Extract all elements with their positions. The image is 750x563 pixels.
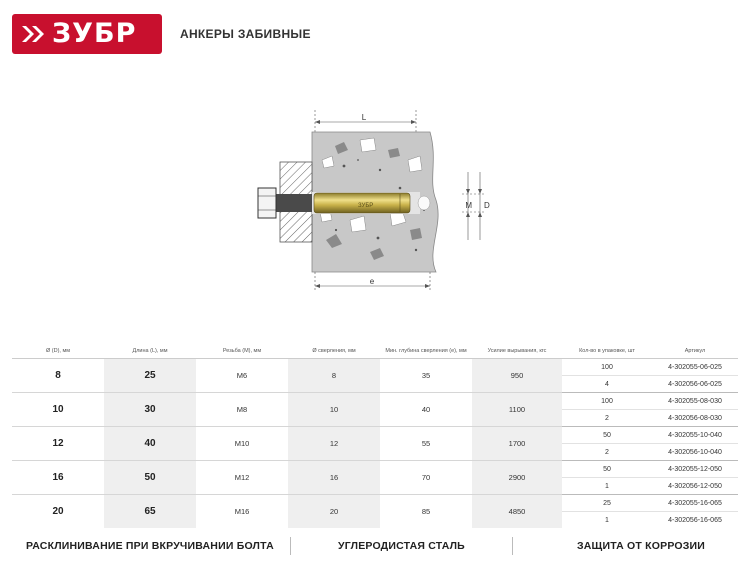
cell-article: 4-302056-08-030 [652,410,738,427]
cell-d: 16 [12,461,104,495]
brand-name: ЗУБР [52,18,137,49]
spec-table-header [12,344,738,359]
feature-steel: УГЛЕРОДИСТАЯ СТАЛЬ [338,540,465,552]
cell-drill: 10 [288,393,380,427]
cell-d: 10 [12,393,104,427]
cell-qty: 1 [562,478,652,495]
col-header-qty: Кол-во в упаковке, шт [562,344,652,359]
cell-l: 30 [104,393,196,427]
cell-d: 12 [12,427,104,461]
cell-qty: 50 [562,427,652,444]
cell-d: 20 [12,495,104,529]
cell-qty: 4 [562,376,652,393]
cell-force: 1100 [472,393,562,427]
label-e: e [369,277,375,286]
arrows-icon [20,22,48,46]
table-row [12,393,738,410]
cell-article: 4-302055-12-050 [652,461,738,478]
page-title: АНКЕРЫ ЗАБИВНЫЕ [180,27,311,41]
brand-logo [12,14,162,54]
col-header-diameter: Ø (D), мм [12,344,104,359]
cell-l: 25 [104,359,196,393]
cell-m: M12 [196,461,288,495]
cell-drill: 16 [288,461,380,495]
col-header-article: Артикул [652,344,738,359]
cell-m: M16 [196,495,288,529]
cell-article: 4-302055-08-030 [652,393,738,410]
cell-depth: 55 [380,427,472,461]
cell-l: 50 [104,461,196,495]
table-row [12,461,738,478]
cell-article: 4-302056-06-025 [652,376,738,393]
cell-qty: 2 [562,444,652,461]
cell-d: 8 [55,370,61,381]
cell-qty: 100 [562,359,652,376]
cell-depth: 35 [421,371,431,380]
cell-depth: 70 [380,461,472,495]
cell-m: M8 [196,393,288,427]
col-header-thread: Резьба (M), мм [196,344,288,359]
cell-qty: 2 [562,410,652,427]
table-row [12,427,738,444]
cell-qty: 50 [562,461,652,478]
cell-depth: 85 [380,495,472,529]
col-header-depth: Мин. глубина сверления (e), мм [380,344,472,359]
spec-table [12,344,738,528]
cell-drill: 20 [288,495,380,529]
anchor-installation-diagram [240,100,510,300]
cell-drill: 8 [288,359,380,393]
cell-qty: 1 [562,512,652,529]
label-M: M [465,201,472,210]
cell-depth: 40 [380,393,472,427]
cell-article: 4-302055-06-025 [652,359,738,376]
feature-corrosion: ЗАЩИТА ОТ КОРРОЗИИ [577,540,706,552]
cell-article: 4-302055-10-040 [652,427,738,444]
cell-force: 2900 [472,461,562,495]
cell-qty: 25 [562,495,652,512]
col-header-length: Длина (L), мм [104,344,196,359]
cell-m: M6 [236,371,248,380]
cell-force: 950 [472,359,562,393]
cell-m: M10 [196,427,288,461]
cell-force: 4850 [472,495,562,529]
cell-drill: 12 [288,427,380,461]
table-row [12,359,738,376]
cell-l: 40 [104,427,196,461]
feature-bar [0,533,750,563]
cell-article: 4-302056-16-065 [652,512,738,529]
feature-wedge: РАСКЛИНИВАНИЕ ПРИ ВКРУЧИВАНИИ БОЛТА [26,540,274,552]
cell-article: 4-302055-16-065 [652,495,738,512]
cell-article: 4-302056-10-040 [652,444,738,461]
feature-divider [512,537,513,555]
svg-text:ЗУБР: ЗУБР [358,203,374,209]
cell-l: 65 [104,495,196,529]
label-L: L [361,113,367,122]
table-row [12,495,738,512]
col-header-force: Усилие вырывания, кгс [472,344,562,359]
cell-article: 4-302056-12-050 [652,478,738,495]
cell-force: 1700 [472,427,562,461]
label-D: D [484,201,490,210]
col-header-drill: Ø сверления, мм [288,344,380,359]
feature-divider [290,537,291,555]
cell-qty: 100 [562,393,652,410]
